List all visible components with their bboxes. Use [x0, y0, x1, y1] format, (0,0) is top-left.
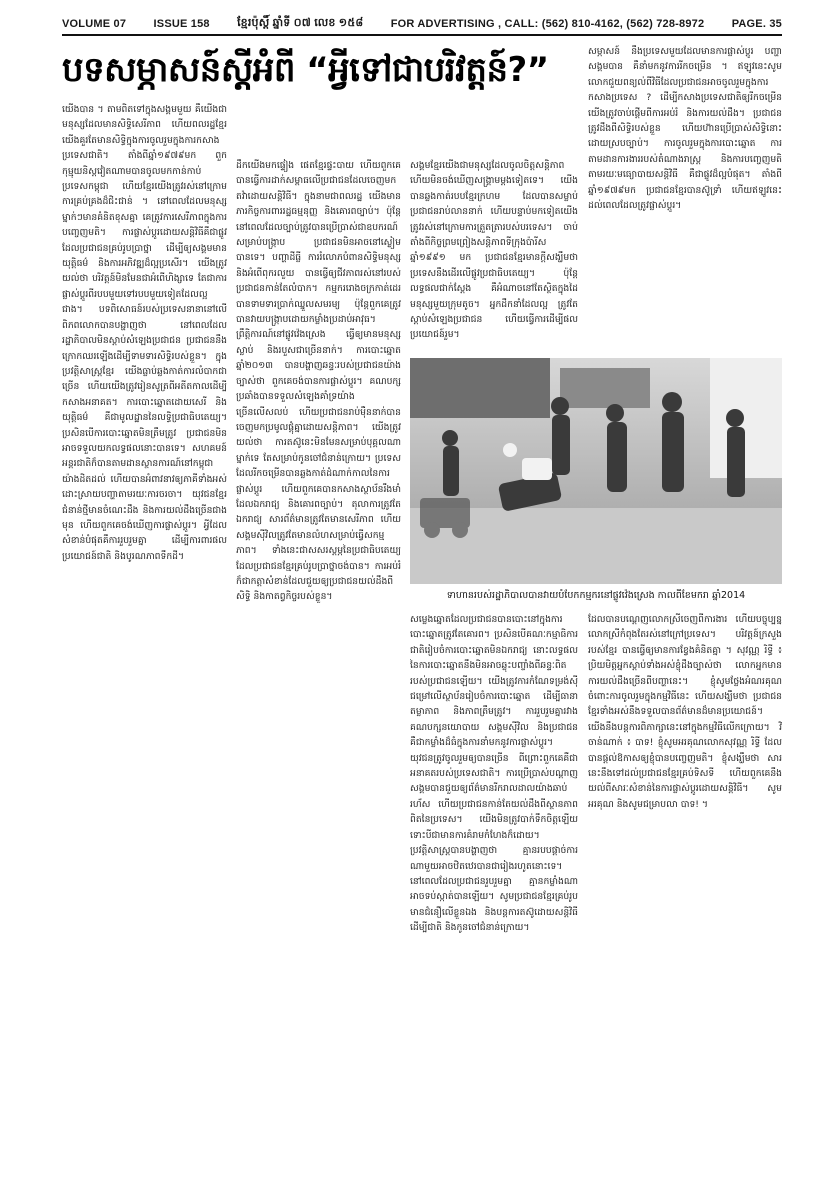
article-column-4-lower: ដែលបានបណ្ដេញលោកស្រីចេញពីការងារ ហើយបច្ចុប្បន្នលោកស្រីកំពុងតែរស់នៅក្រៅប្រទេស។ បរិវត្តន៍ក្រសួងរបស់ខ្មែរ បានធ្វើឲ្យមានការខ្វែងគំនិតគ្នា ។ សុវណ្ណ រិទ្ធី ៖ ប្រិយមិត្តអ្នកស្ដាប់ទាំងអស់ខ្ញុំដឹងច្បាស់ថា លោកអ្នកមានការយល់ដឹងច្រើនពីបញ្ហានេះ។ ខ្ញុំសូមថ្លែងអំណរគុណចំពោះការចូលរួមក្នុងកម្មវិធីនេះ ហើយសង្ឃឹមថា ប្រជាជនខ្មែរទាំងអស់នឹងទទួលបានព័ត៌មានដ៏មានប្រយោជន៍។ យើងនឹងបន្តការពិភាក្សានេះនៅក្នុងកម្មវិធីលើកក្រោយ។ វិ ចាន់ណាក់ ៖ បាទ! ខ្ញុំសូមអរគុណលោកសុវណ្ណ រិទ្ធី ដែលបានផ្ដល់ឱកាសឲ្យខ្ញុំបានបញ្ចេញមតិ។ ខ្ញុំសង្ឃឹមថា សារនេះនឹងទៅដល់ប្រជាជនខ្មែរគ្រប់ទិសទី ហើយពួកគេនឹងយល់ពីសារៈសំខាន់នៃការផ្លាស់ប្ដូរដោយសន្តិវិធី។ សូមអរគុណ និងសូមជម្រាបលា បាទ! ។: [588, 614, 782, 810]
news-photo-illustration: [410, 358, 782, 584]
article-headline: បទសម្ភាសន៍ស្ដីអំពី “អ្វីទៅជាបរិវត្តន៍?”: [62, 50, 549, 90]
khmer-date-label: ខ្មែរប៉ុស្តិ៍ ឆ្នាំទី ០៧ លេខ ១៥៨: [237, 17, 364, 29]
page-number: PAGE. 35: [731, 18, 782, 30]
article-column-4: សម្ភាសន៍ នឹងប្រទេសមួយដែលមានការផ្លាស់ប្ដូរ បញ្ហាសង្គមបាន គឺនាំមកនូវការរីកចម្រើន ។ ឥឡូវនេះសូមលោកជួយពន្យល់ពីវិធីដែលប្រជាជនអាចចូលរួមក្នុងការកសាងប្រទេស ? ដើម្បីកសាងប្រទេសជាតិឲ្យរីកចម្រើន យើងត្រូវចាប់ផ្ដើមពីការអប់រំ និងការយល់ដឹង។ ប្រជាជនត្រូវដឹងពីសិទ្ធិរបស់ខ្លួន ហើយហ៊ានប្រើប្រាស់សិទ្ធិនោះដោយស្របច្បាប់។ ការចូលរួមក្នុងការបោះឆ្នោត ការតាមដានការងាររបស់តំណាងរាស្ត្រ និងការបញ្ចេញមតិតាមរយៈមធ្យោបាយសន្តិវិធី គឺជាផ្លូវដ៏ល្អបំផុត។ តាំងពីឆ្នាំ១៩៧៩មក ប្រជាជនខ្មែរបានស៊ូទ្រាំ ហើយឥឡូវនេះដល់ពេលដែលត្រូវផ្លាស់ប្ដូរ។: [588, 46, 782, 212]
article-column-2: ដឹកយើងមកផ្ទៀង ផេតខ្មែរផ្ទះបាយ ហើយពួកគេបានធ្វើការដាក់សម្ពាធលើប្រជាជនដែលចេញមកតវ៉ាដោយសន្តិវិធី។ ក្នុងនាមជាពលរដ្ឋ យើងមានភារកិច្ចការពាររដ្ឋធម្មនុញ្ញ និងគោរពច្បាប់។ ប៉ុន្តែនៅពេលដែលច្បាប់ត្រូវបានប្រើប្រាស់ជាឧបករណ៍សម្រាប់បង្ក្រាប ប្រជាជនមិនអាចនៅស្ងៀមបានទេ។ បញ្ហាដីធ្លី ការរំលោភបំពានសិទ្ធិមនុស្ស និងអំពើពុករលួយ បានធ្វើឲ្យជីវភាពរស់នៅរបស់ប្រជាជនកាន់តែលំបាក។ កម្មកររោងចក្រកាត់ដេរបានទាមទារប្រាក់ឈ្នួលសមរម្យ ប៉ុន្តែពួកគេត្រូវបានវាយបង្ក្រាបដោយកម្លាំងប្រដាប់អាវុធ។ ព្រឹត្តិការណ៍នៅផ្លូវវ៉េងស្រេង ធ្វើឲ្យមានមនុស្សស្លាប់ និងរបួសជាច្រើននាក់។ ការបោះឆ្នោតឆ្នាំ២០១៣ បានបង្ហាញឆន្ទៈរបស់ប្រជាជនយ៉ាងច្បាស់ថា ពួកគេចង់បានការផ្លាស់ប្ដូរ។ គណបក្សប្រឆាំងបានទទួលសំឡេងគាំទ្រយ៉ាងច្រើនលើសលប់ ហើយប្រជាជនរាប់ម៉ឺននាក់បានចេញមកប្រមូលផ្ដុំគ្នាដោយសន្តិភាព។ យើងត្រូវយល់ថា ការតស៊ូនេះមិនមែនសម្រាប់បុគ្គលណាម្នាក់ទេ តែសម្រាប់កូនចៅជំនាន់ក្រោយ។ ប្រទេសដែលរីកចម្រើនបានឆ្លងកាត់ដំណាក់កាលនៃការផ្លាស់ប្ដូរ ហើយពួកគេបានកសាងស្ថាប័នរឹងមាំ ដែលឯករាជ្យ និងគោរពច្បាប់។ តុលាការត្រូវតែឯករាជ្យ សារព័ត៌មានត្រូវតែមានសេរីភាព ហើយសង្គមស៊ីវិលត្រូវតែមានលំហសម្រាប់ធ្វើសកម្មភាព។ ទាំងនេះជាសសរស្ដម្ភនៃប្រជាធិបតេយ្យ ដែលប្រជាជនខ្មែរគ្រប់រូបប្រាថ្នាចង់បាន។ ការអប់រំក៏ជាកត្តាសំខាន់ដែលជួយឲ្យប្រជាជនយល់ដឹងពីសិទ្ធិ និងកាតព្វកិច្ចរបស់ខ្លួន។: [236, 160, 401, 603]
header-rule: [62, 34, 782, 36]
news-photo: [410, 358, 782, 584]
issue-label: ISSUE 158: [153, 18, 210, 30]
photo-caption: ទាហានរបស់រដ្ឋាភិបាលបានវាយបំបែកកម្មករនៅផ្លូវវ៉េងស្រេង កាលពីខែមករា ឆ្នាំ2014: [446, 590, 746, 601]
article-column-3-lower: សម្លេងឆ្នោតដែលប្រជាជនបានបោះនៅក្នុងការបោះឆ្នោតត្រូវតែគោរព។ ប្រសិនបើគណៈកម្មាធិការជាតិរៀបចំការបោះឆ្នោតមិនឯករាជ្យ នោះលទ្ធផលនៃការបោះឆ្នោតនឹងមិនអាចឆ្លុះបញ្ចាំងពីឆន្ទៈពិតរបស់ប្រជាជនឡើយ។ យើងត្រូវការកំណែទម្រង់ស៊ីជម្រៅលើស្ថាប័នរៀបចំការបោះឆ្នោត ដើម្បីធានាតម្លាភាព និងភាពត្រឹមត្រូវ។ ការរួបរួមគ្នារវាងគណបក្សនយោបាយ សង្គមស៊ីវិល និងប្រជាជន គឺជាកម្លាំងដ៏ធំក្នុងការនាំមកនូវការផ្លាស់ប្ដូរ។ យុវជនត្រូវចូលរួមឲ្យបានច្រើន ពីព្រោះពួកគេគឺជាអនាគតរបស់ប្រទេសជាតិ។ ការប្រើប្រាស់បណ្ដាញសង្គមបានជួយឲ្យព័ត៌មានរីករាលដាលយ៉ាងឆាប់រហ័ស ហើយប្រជាជនកាន់តែយល់ដឹងពីស្ថានភាពពិតនៃប្រទេស។ យើងមិនត្រូវបាក់ទឹកចិត្តឡើយ ទោះបីជាមានការគំរាមកំហែងក៏ដោយ។ ប្រវត្តិសាស្ត្របានបង្ហាញថា គ្មានរបបផ្ដាច់ការណាមួយអាចឋិតឋេរបានជារៀងរហូតនោះទេ។ នៅពេលដែលប្រជាជនរួបរួមគ្នា គ្មានកម្លាំងណាអាចទប់ស្កាត់បានឡើយ។ សូមប្រជាជនខ្មែរគ្រប់រូបមានជំនឿលើខ្លួនឯង និងបន្តការតស៊ូដោយសន្តិវិធី ដើម្បីជាតិ និងកូនចៅជំនាន់ក្រោយ។: [410, 614, 578, 934]
page-header: [62, 16, 782, 32]
article-column-1: យើងបាន ។ តាមពិតទៅក្នុងសង្គមមួយ គឺយើងជាមនុស្សដែលមានសិទ្ធិសេរីភាព ហើយពលរដ្ឋខ្មែរយើងគួរតែមានសិទ្ធិក្នុងការចូលរួមក្នុងការកសាងប្រទេសជាតិ។ តាំងពីឆ្នាំ១៩៧៩មក ពួកកុម្មុយនិស្តវៀតណាមបានចូលមកកាន់កាប់ប្រទេសកម្ពុជា ហើយខ្មែរយើងត្រូវរស់នៅក្រោមការគ្រប់គ្រងដ៏ជិះជាន់ ។ នៅពេលដែលមនុស្សម្នាក់ៗមានគំនិតខុសគ្នា គេត្រូវការសេរីភាពក្នុងការបញ្ចេញមតិ។ ការផ្លាស់ប្ដូរដោយសន្តិវិធីគឺជាផ្លូវដែលប្រជាជនគ្រប់រូបប្រាថ្នា ដើម្បីឲ្យសង្គមមានយុត្តិធម៌ និងការអភិវឌ្ឍដ៏ល្អប្រសើរ។ យើងត្រូវយល់ថា បរិវត្តន៍មិនមែនជាអំពើហិង្សាទេ តែជាការផ្លាស់ប្ដូរពីរបបមួយទៅរបបមួយទៀតដែលល្អជាង។ បទពិសោធន៍របស់ប្រទេសនានានៅលើពិភពលោកបានបង្ហាញថា នៅពេលដែលរដ្ឋាភិបាលមិនស្ដាប់សំឡេងប្រជាជន ប្រជាជននឹងក្រោកឈរឡើងដើម្បីទាមទារសិទ្ធិរបស់ខ្លួន។ ក្នុងប្រវត្តិសាស្ត្រខ្មែរ យើងធ្លាប់ឆ្លងកាត់ការលំបាកជាច្រើន ហើយយើងត្រូវរៀនសូត្រពីអតីតកាលដើម្បីកសាងអនាគត។ ការបោះឆ្នោតដោយសេរី និងយុត្តិធម៌ គឺជាមូលដ្ឋាននៃលទ្ធិប្រជាធិបតេយ្យ។ ប្រសិនបើការបោះឆ្នោតមិនត្រឹមត្រូវ ប្រជាជនមិនអាចទទួលយកលទ្ធផលនោះបានទេ។ សហគមន៍អន្តរជាតិក៏បានតាមដានស្ថានការណ៍នៅកម្ពុជាយ៉ាងដិតដល់ ហើយបានអំពាវនាវឲ្យភាគីទាំងអស់ដោះស្រាយបញ្ហាតាមរយៈការចរចា។ យុវជនខ្មែរជំនាន់ថ្មីមានចំណេះដឹង និងការយល់ដឹងច្រើនជាងមុន ហើយពួកគេចង់ឃើញការផ្លាស់ប្ដូរ។ អ្វីដែលសំខាន់បំផុតគឺការរួបរួមគ្នា ដើម្បីការពារផលប្រយោជន៍ជាតិ និងបូរណភាពទឹកដី។: [62, 104, 227, 562]
volume-label: VOLUME 07: [62, 18, 127, 30]
advertising-label: FOR ADVERTISING , CALL: (562) 810-4162, (562) 728-8972: [390, 18, 705, 30]
article-column-3: សង្គមខ្មែរយើងជាមនុស្សដែលចូលចិត្តសន្តិភាព ហើយមិនចង់ឃើញសង្គ្រាមម្ដងទៀតទេ។ យើងបានឆ្លងកាត់របបខ្មែរក្រហម ដែលបានសម្លាប់ប្រជាជនរាប់លាននាក់ ហើយបន្ទាប់មកទៀតយើងត្រូវរស់នៅក្រោមការត្រួតត្រារបស់បរទេស។ ចាប់តាំងពីកិច្ចព្រមព្រៀងសន្តិភាពទីក្រុងប៉ារីសឆ្នាំ១៩៩១ មក ប្រជាជនខ្មែរមានក្ដីសង្ឃឹមថា ប្រទេសនឹងដើរលើផ្លូវប្រជាធិបតេយ្យ។ ប៉ុន្តែលទ្ធផលជាក់ស្ដែង គឺអំណាចនៅតែស្ថិតក្នុងដៃមនុស្សមួយក្រុមតូច។ អ្នកដឹកនាំដែលល្អ ត្រូវតែស្ដាប់សំឡេងប្រជាជន ហើយធ្វើការដើម្បីផលប្រយោជន៍រួម។: [410, 160, 578, 341]
